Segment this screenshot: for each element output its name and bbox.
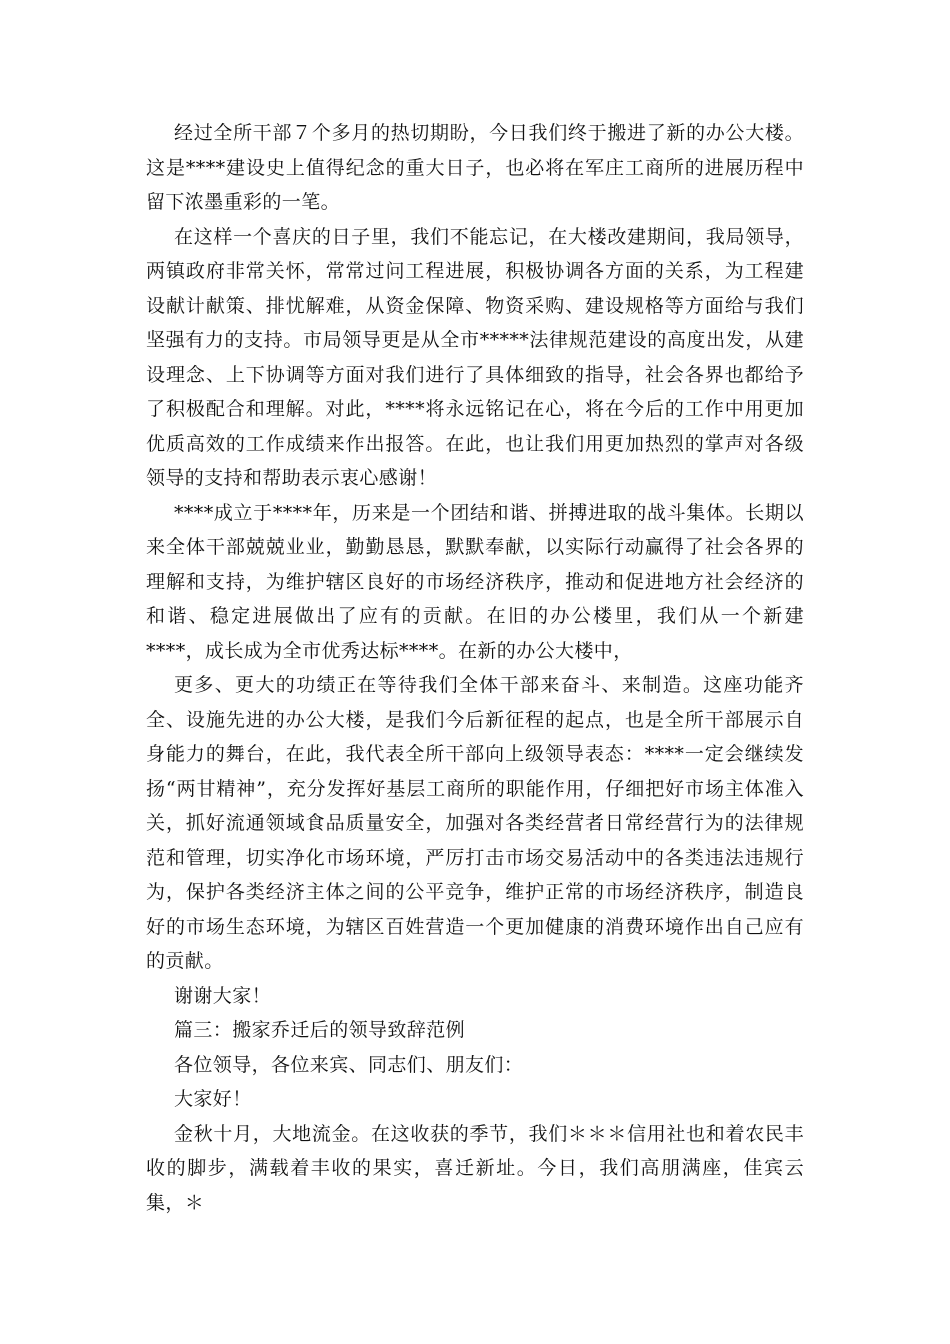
paragraph-4: 更多、更大的功绩正在等待我们全体干部来奋斗、来制造。这座功能齐全、设施先进的办公大楼，是我们今后新征程的起点，也是全所干部展示自身能力的舞台，在此，我代表全所干部向上级领导表态：****一定会继续发扬“两甘精神”，充分发挥好基层工商所的职能作用，仔细把好市场主体准入关，抓好流通领域食品质量安全，加强对各类经营者日常经营行为的法律规范和管理，切实净化市场环境，严厉打击市场交易活动中的各类违法违规行为，保护各类经济主体之间的公平竞争，维护正常的市场经济秩序，制造良好的市场生态环境，为辖区百姓营造一个更加健康的消费环境作出自己应有的贡献。 xyxy=(146,674,804,972)
final-paragraph: 金秋十月，大地流金。在这收获的季节，我们＊＊＊信用社也和着农民丰收的脚步，满载着丰收的果实，喜迁新址。今日，我们高朋满座，佳宾云集，＊ xyxy=(146,1122,804,1214)
paragraph-3: ****成立于****年，历来是一个团结和谐、拼搏进取的战斗集体。长期以来全体干部兢兢业业，勤勤恳恳，默默奉献，以实际行动赢得了社会各界的理解和支持，为维护辖区良好的市场经济秩序，推动和促进地方社会经济的和谐、稳定进展做出了应有的贡献。在旧的办公楼里，我们从一个新建****，成长成为全市优秀达标****。在新的办公大楼中， xyxy=(146,501,804,662)
document-page xyxy=(146,116,804,1220)
greeting-line: 大家好！ xyxy=(174,1088,252,1110)
paragraph-1: 经过全所干部７个多月的热切期盼，今日我们终于搬进了新的办公大楼。这是****建设史上值得纪念的重大日子，也必将在军庄工商所的进展历程中留下浓墨重彩的一笔。 xyxy=(146,122,804,213)
section-title: 篇三：搬家乔迁后的领导致辞范例 xyxy=(174,1019,466,1041)
paragraph-2: 在这样一个喜庆的日子里，我们不能忘记，在大楼改建期间，我局领导，两镇政府非常关怀，常常过问工程进展，积极协调各方面的关系，为工程建设献计献策、排忧解难，从资金保障、物资采购、建设规格等方面给与我们坚强有力的支持。市局领导更是从全市*****法律规范建设的高度出发，从建设理念、上下协调等方面对我们进行了具体细致的指导，社会各界也都给予了积极配合和理解。对此，****将永远铭记在心，将在今后的工作中用更加优质高效的工作成绩来作出报答。在此，也让我们用更加热烈的掌声对各级领导的支持和帮助表示衷心感谢！ xyxy=(146,225,804,489)
closing-line: 谢谢大家！ xyxy=(174,984,272,1007)
salutation-line: 各位领导，各位来宾、同志们、朋友们： xyxy=(174,1053,524,1076)
